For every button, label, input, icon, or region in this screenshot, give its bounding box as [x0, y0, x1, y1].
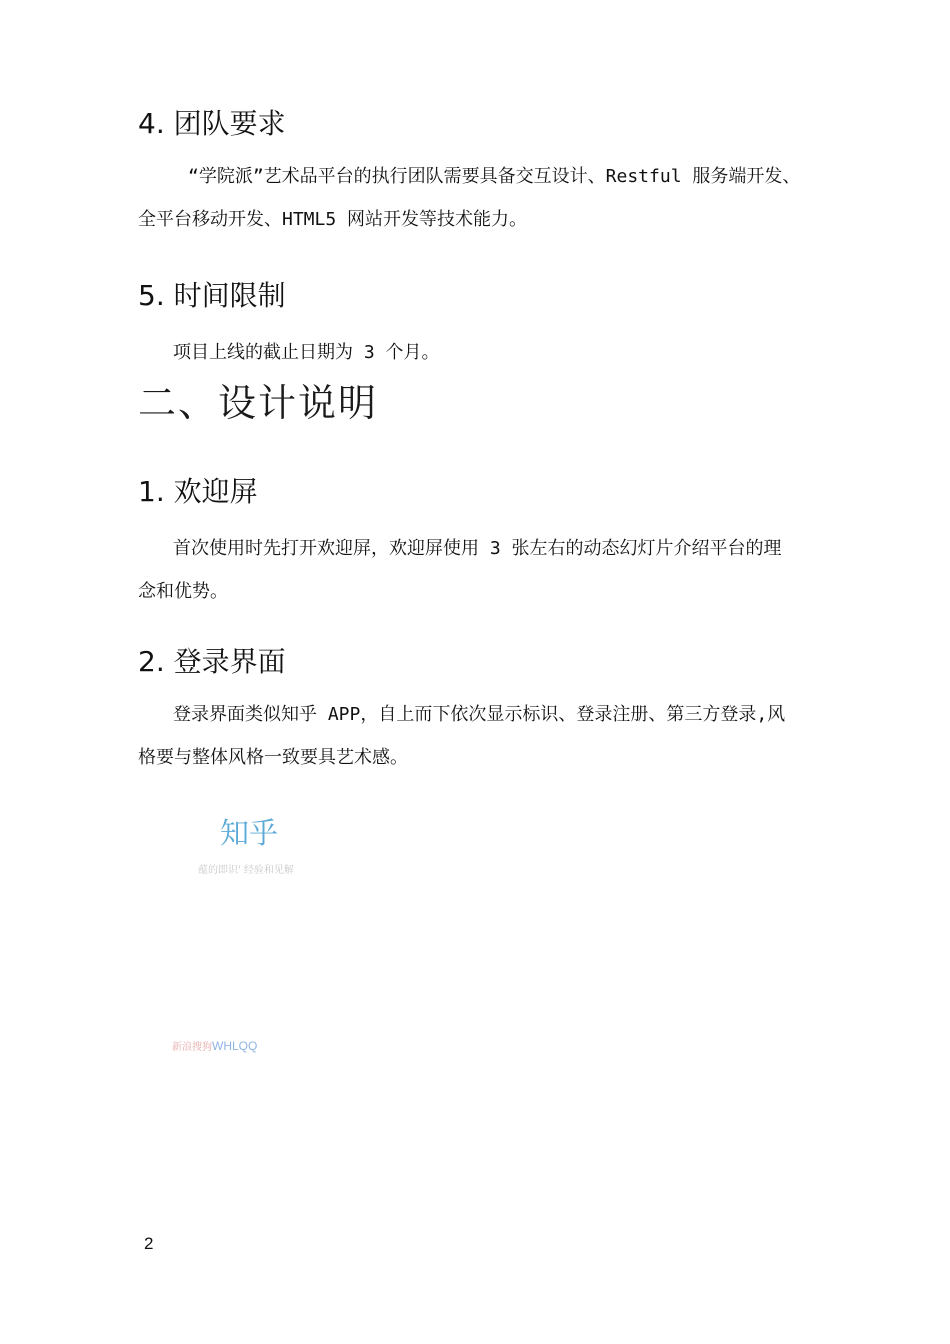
mockup-footer-en: WHLQQ — [212, 1039, 258, 1053]
paragraph-login-line-1: 登录界面类似知乎 APP，自上而下依次显示标识、登录注册、第三方登录,风 — [173, 704, 786, 725]
zhihu-slogan: 蕴的即识' 经验和见解 — [198, 865, 294, 876]
paragraph-welcome-line-1: 首次使用时先打开欢迎屏，欢迎屏使用 3 张左右的动态幻灯片介绍平台的理 — [173, 538, 782, 559]
login-mockup-image — [150, 800, 350, 1070]
paragraph-welcome-line-2: 念和优势。 — [138, 581, 228, 602]
section-heading-login: 2. 登录界面 — [138, 645, 286, 678]
zhihu-logo: 知乎 — [220, 816, 279, 850]
part-heading-design: 二、设计说明 — [138, 381, 379, 425]
mockup-footer-watermark — [172, 1038, 257, 1056]
paragraph-login-line-2: 格要与整体风格一致要具艺术感。 — [138, 747, 408, 768]
section-heading-time-limit: 5. 时间限制 — [138, 279, 286, 312]
section-heading-welcome: 1. 欢迎屏 — [138, 475, 258, 508]
page-number: 2 — [144, 1234, 154, 1253]
paragraph-time-limit: 项目上线的截止日期为 3 个月。 — [173, 342, 440, 363]
paragraph-team-line-2: 全平台移动开发、HTML5 网站开发等技术能力。 — [138, 209, 528, 230]
paragraph-team-line-1: “学院派”艺术品平台的执行团队需要具备交互设计、Restful 服务端开发、 — [188, 166, 801, 187]
section-heading-team: 4. 团队要求 — [138, 107, 286, 140]
mockup-footer-cn: 新浪搜狗 — [172, 1042, 212, 1053]
